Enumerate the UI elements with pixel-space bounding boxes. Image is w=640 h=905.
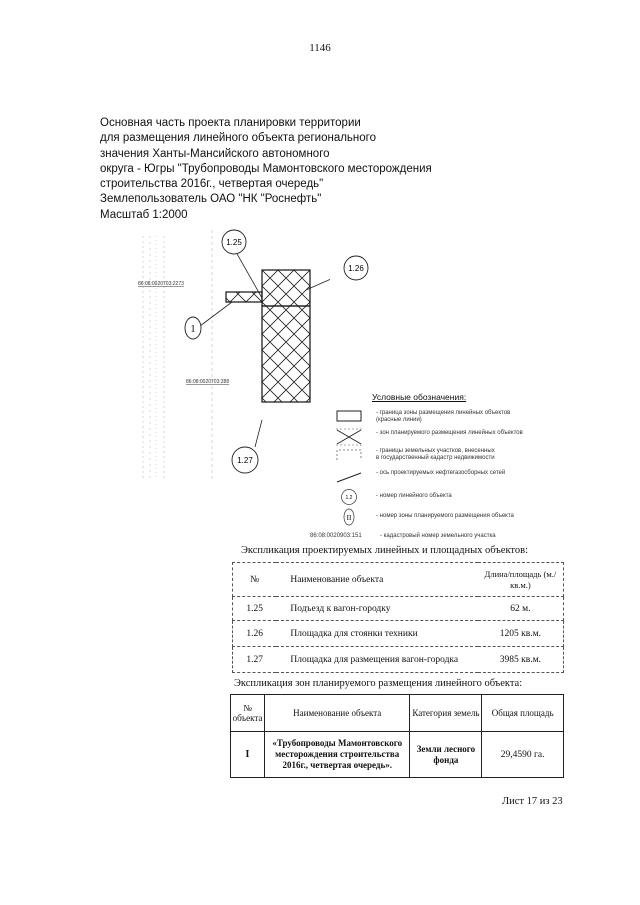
leader-line <box>255 420 262 447</box>
sheet-counter: Лист 17 из 23 <box>502 796 563 807</box>
legend-text: - номер зоны планируемого размещения объекта <box>376 513 514 519</box>
page-number: 1146 <box>309 42 331 54</box>
table-row <box>231 732 564 778</box>
table-row <box>233 597 564 621</box>
legend-item <box>330 408 590 426</box>
header-area: Общая площадь <box>482 695 564 732</box>
zone-1-label: 1 <box>190 324 196 335</box>
title-line: для размещения линейного объекта регионального <box>100 132 376 145</box>
leader-line <box>236 252 262 298</box>
row-name: «Трубопроводы Мамонтовского месторождения строительства 2016г., четвертая очередь». <box>264 732 410 778</box>
legend-item <box>330 428 590 446</box>
table1-caption: Экспликация проектируемых линейных и площадных объектов: <box>241 545 528 556</box>
site-plan-map <box>0 220 330 480</box>
table2-caption: Экспликация зон планируемого размещения линейного объекта: <box>234 678 523 689</box>
table-row <box>233 647 564 673</box>
circle-number-icon <box>334 488 364 506</box>
legend-text: - граница зоны размещения линейных объектов (красные линии) <box>376 410 511 423</box>
row-category: Земли лесного фонда <box>410 732 482 778</box>
table-header-row <box>231 695 564 732</box>
row-value: 1205 кв.м. <box>478 621 564 647</box>
header-name: Наименование объекта <box>276 563 477 597</box>
legend-text: - кадастровый номер земельного участка <box>380 533 496 539</box>
title-line: Основная часть проекта планировки территории <box>100 117 361 129</box>
legend-text: - номер линейного объекта <box>376 493 452 499</box>
title-block <box>100 116 480 223</box>
row-num: 1.27 <box>233 647 277 673</box>
header-num: № объекта <box>231 695 265 732</box>
object-126-label: 1.26 <box>348 264 364 273</box>
legend-item <box>330 468 590 486</box>
legend-item <box>330 446 590 464</box>
legend-text: - зон планируемого размещения линейных объектов <box>376 430 523 436</box>
table-header-row <box>233 563 564 597</box>
table1-linear-objects <box>232 562 564 673</box>
parcel-boundary-column <box>143 230 212 480</box>
header-name: Наименование объекта <box>264 695 410 732</box>
scale-line: Масштаб 1:2000 <box>100 208 188 221</box>
legend-item <box>330 508 590 526</box>
row-num: I <box>231 732 265 778</box>
cadastral-label: 86:08:0020703:288 <box>186 379 230 385</box>
title-line: Землепользователь ОАО "НК "Роснефть" <box>100 193 322 206</box>
oval-number-icon <box>334 508 364 526</box>
header-category: Категория земель <box>410 695 482 732</box>
red-line-rect-icon <box>334 408 364 426</box>
row-name: Площадка для стоянки техники <box>276 621 477 647</box>
legend-title: Условные обозначения: <box>372 392 467 402</box>
object-127-label: 1.27 <box>237 456 253 465</box>
cadastral-label: 86:08:0020703:2273 <box>138 281 184 287</box>
legend-text: - ось проектируемых нефтегазосборных сетей <box>376 470 506 476</box>
title-line: округа - Югры "Трубопроводы Мамонтовского месторождения <box>100 162 432 175</box>
object-127-area <box>262 306 310 402</box>
pipeline-axis-icon <box>334 468 364 486</box>
row-name: Площадка для размещения вагон-городка <box>276 647 477 673</box>
table2-placement-zones <box>230 694 564 778</box>
table-row <box>233 621 564 647</box>
legend-oval-label: II <box>346 514 352 522</box>
legend-circle-label: 1.2 <box>345 495 353 501</box>
row-value: 3985 кв.м. <box>478 647 564 673</box>
row-num: 1.26 <box>233 621 277 647</box>
object-125-label: 1.25 <box>226 238 242 247</box>
cadastral-number-icon: 86:08:0020903:151 <box>310 533 362 539</box>
row-name: Подъезд к вагон-городку <box>276 597 477 621</box>
legend-text: - границы земельных участков, внесенных в государственный кадастр недвижимости <box>376 448 495 461</box>
header-num: № <box>233 563 277 597</box>
title-line: значения Ханты-Мансийского автономного <box>100 147 330 160</box>
hatch-cross-icon <box>334 428 364 446</box>
dashed-boundary-icon <box>334 446 364 464</box>
row-num: 1.25 <box>233 597 277 621</box>
leader-line <box>200 302 232 326</box>
object-126-area <box>262 270 310 306</box>
object-126-marker-wrap <box>340 254 374 284</box>
row-area: 29,4590 га. <box>482 732 564 778</box>
header-length: Длина/площадь (м./кв.м.) <box>478 563 564 597</box>
object-125-road <box>226 292 262 302</box>
legend-item <box>330 488 590 506</box>
title-line: строительства 2016г., четвертая очередь" <box>100 178 324 191</box>
row-value: 62 м. <box>478 597 564 621</box>
